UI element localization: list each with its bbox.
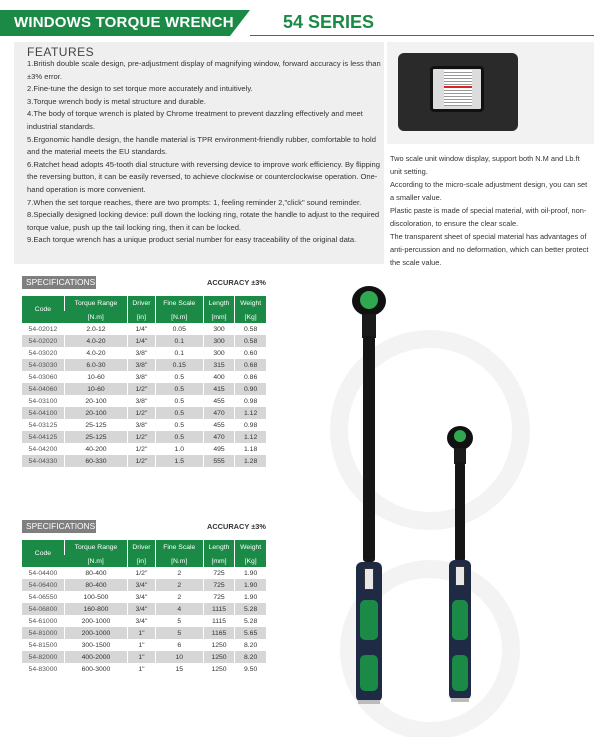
table-cell: 315 <box>203 359 235 371</box>
table-row <box>22 651 266 663</box>
table-cell: 2.0-12 <box>64 323 127 335</box>
table-cell: 1.0 <box>155 443 203 455</box>
table-cell: 54-03020 <box>22 347 64 359</box>
table-cell: 0.5 <box>155 371 203 383</box>
table-row <box>22 663 266 675</box>
table-cell: 6 <box>155 639 203 651</box>
table-cell: 0.5 <box>155 395 203 407</box>
table-cell: 10-60 <box>64 371 127 383</box>
table-cell: 6.0-30 <box>64 359 127 371</box>
table-cell: 400 <box>203 371 235 383</box>
scale-marks <box>444 70 472 106</box>
table-unit-cell: [mm] <box>203 555 235 567</box>
table-header-cell: Fine Scale <box>155 540 203 555</box>
table-cell: 0.5 <box>155 419 203 431</box>
table-unit-cell: [in] <box>128 311 156 323</box>
table-cell: 20-100 <box>64 395 127 407</box>
table-cell: 54-04200 <box>22 443 64 455</box>
table-row <box>22 639 266 651</box>
table-cell: 495 <box>203 443 235 455</box>
table-cell: 80-400 <box>64 567 127 579</box>
table-unit-cell: [N.m] <box>155 555 203 567</box>
table-cell: 3/8" <box>128 419 156 431</box>
table-cell: 20-100 <box>64 407 127 419</box>
table-cell: 200-1000 <box>64 615 127 627</box>
table-cell: 54-81000 <box>22 627 64 639</box>
table-cell: 25-125 <box>64 419 127 431</box>
table-header-cell: Weight <box>235 540 266 555</box>
table-unit-cell: [Kg] <box>235 555 266 567</box>
table-cell: 0.05 <box>155 323 203 335</box>
feature-item: 9.Each torque wrench has a unique product serial number for easy traceability of the original data. <box>27 235 357 245</box>
table-cell: 3/8" <box>128 347 156 359</box>
table-cell: 54-03030 <box>22 359 64 371</box>
table-row <box>22 627 266 639</box>
table-cell: 300 <box>203 347 235 359</box>
table-cell: 9.50 <box>235 663 266 675</box>
table-unit-cell: [N.m] <box>64 311 127 323</box>
table-cell: 10-60 <box>64 383 127 395</box>
table-cell: 3/4" <box>128 579 156 591</box>
accuracy-2: ACCURACY ±3% <box>207 522 266 531</box>
table-cell: 0.58 <box>235 335 266 347</box>
table-cell: 1/2" <box>128 383 156 395</box>
table-cell: 80-400 <box>64 579 127 591</box>
table-cell: 1.90 <box>235 567 266 579</box>
table-cell: 1.90 <box>235 591 266 603</box>
table-cell: 0.58 <box>235 323 266 335</box>
table-cell: 1/2" <box>128 407 156 419</box>
table-cell: 1/2" <box>128 455 156 467</box>
table-cell: 8.20 <box>235 639 266 651</box>
table-cell: 60-330 <box>64 455 127 467</box>
table-cell: 5.28 <box>235 615 266 627</box>
table-cell: 54-06550 <box>22 591 64 603</box>
table-unit-cell: [Kg] <box>235 311 266 323</box>
table-cell: 4.0-20 <box>64 335 127 347</box>
table-cell: 3/4" <box>128 591 156 603</box>
table-row <box>22 335 266 347</box>
table-cell: 0.98 <box>235 419 266 431</box>
table-cell: 160-800 <box>64 603 127 615</box>
table-cell: 1250 <box>203 663 235 675</box>
watermark-gear <box>330 330 530 530</box>
table-cell: 100-500 <box>64 591 127 603</box>
spec-label-1: SPECIFICATIONS <box>22 276 96 289</box>
feature-item: 5.Ergonomic handle design, the handle material is TPR environment-friendly rubber, comfortable to hold and the material meets the EU standards. <box>27 134 376 157</box>
table-cell: 10 <box>155 651 203 663</box>
table-cell: 54-02012 <box>22 323 64 335</box>
table-cell: 725 <box>203 567 235 579</box>
table-row <box>22 383 266 395</box>
table-row <box>22 347 266 359</box>
table-cell: 300 <box>203 323 235 335</box>
table-cell: 1250 <box>203 639 235 651</box>
table-row <box>22 371 266 383</box>
table-cell: 2 <box>155 567 203 579</box>
table-header-cell: Fine Scale <box>155 296 203 311</box>
table-cell: 54-04125 <box>22 431 64 443</box>
table-cell: 54-06800 <box>22 603 64 615</box>
description-paragraph: The transparent sheet of special material has advantages of anti-percussion and no deformation, which can better protect the scale value. <box>390 232 589 267</box>
description-paragraph: Two scale unit window display, support both N.M and Lb.ft unit setting. <box>390 154 580 176</box>
table-header-cell: Driver <box>128 540 156 555</box>
table-row <box>22 603 266 615</box>
table-row <box>22 443 266 455</box>
table-row <box>22 591 266 603</box>
table-cell: 54-03125 <box>22 419 64 431</box>
table-cell: 1/2" <box>128 443 156 455</box>
table-cell: 5 <box>155 627 203 639</box>
table-row <box>22 359 266 371</box>
table-cell: 0.1 <box>155 347 203 359</box>
table-cell: 1/2" <box>128 567 156 579</box>
table-cell: 0.5 <box>155 383 203 395</box>
table-cell: 54-03100 <box>22 395 64 407</box>
table-cell: 8.20 <box>235 651 266 663</box>
table-cell: 4 <box>155 603 203 615</box>
features-title: FEATURES <box>27 45 95 59</box>
table-cell: 455 <box>203 419 235 431</box>
table-cell: 15 <box>155 663 203 675</box>
description-paragraph: Plastic paste is made of special material, with oil-proof, non-discoloration, to ensure the clear scale. <box>390 206 587 228</box>
table-cell: 1/2" <box>128 431 156 443</box>
table-row <box>22 579 266 591</box>
table-cell: 3/8" <box>128 395 156 407</box>
table-cell: 54-04330 <box>22 455 64 467</box>
table-cell: 5 <box>155 615 203 627</box>
table-cell: 1.12 <box>235 407 266 419</box>
table-cell: 0.1 <box>155 335 203 347</box>
feature-item: 1.British double scale design, pre-adjustment display of magnifying window, forward accuracy is less than ±3% error. <box>27 59 381 81</box>
table-cell: 2 <box>155 591 203 603</box>
table-cell: 1115 <box>203 615 235 627</box>
accuracy-1: ACCURACY ±3% <box>207 278 266 287</box>
table-cell: 725 <box>203 579 235 591</box>
table-header-cell: Code <box>22 296 64 323</box>
table-cell: 1" <box>128 651 156 663</box>
table-cell: 54-04100 <box>22 407 64 419</box>
spec-table-2 <box>22 540 266 675</box>
table-cell: 1250 <box>203 651 235 663</box>
table-row <box>22 395 266 407</box>
table-cell: 0.86 <box>235 371 266 383</box>
table-cell: 1115 <box>203 603 235 615</box>
window-description <box>390 152 590 269</box>
table-cell: 0.5 <box>155 431 203 443</box>
table-cell: 54-61000 <box>22 615 64 627</box>
table-cell: 1/4" <box>128 335 156 347</box>
table-cell: 1.28 <box>235 455 266 467</box>
table-unit-cell: [in] <box>128 555 156 567</box>
table-cell: 1.5 <box>155 455 203 467</box>
table-cell: 1.12 <box>235 431 266 443</box>
table-cell: 455 <box>203 395 235 407</box>
table-cell: 1165 <box>203 627 235 639</box>
table-cell: 0.98 <box>235 395 266 407</box>
table-cell: 25-125 <box>64 431 127 443</box>
table-cell: 5.28 <box>235 603 266 615</box>
table-header-cell: Torque Range <box>64 540 127 555</box>
feature-item: 2.Fine-tune the design to set torque more accurately and intuitively. <box>27 84 253 94</box>
table-cell: 54-03060 <box>22 371 64 383</box>
table-row <box>22 419 266 431</box>
table-cell: 1" <box>128 627 156 639</box>
table-row <box>22 323 266 335</box>
features-list <box>27 58 383 247</box>
table-header-cell: Torque Range <box>64 296 127 311</box>
table-cell: 54-81500 <box>22 639 64 651</box>
feature-item: 8.Specially designed locking device: pull down the locking ring, rotate the handle to adjust to the required torque value, push up the tail locking ring, then it can be locked. <box>27 210 380 232</box>
table-cell: 3/8" <box>128 371 156 383</box>
table-cell: 0.5 <box>155 407 203 419</box>
table-cell: 54-82000 <box>22 651 64 663</box>
table-cell: 415 <box>203 383 235 395</box>
table-cell: 0.60 <box>235 347 266 359</box>
table-cell: 600-3000 <box>64 663 127 675</box>
table-row <box>22 455 266 467</box>
table-cell: 470 <box>203 407 235 419</box>
table-header-cell: Length <box>203 296 235 311</box>
feature-item: 7.When the set torque reaches, there are two prompts: 1, feeling reminder 2,"click" sound reminder. <box>27 197 362 207</box>
table-cell: 54-04400 <box>22 567 64 579</box>
spec-table-1 <box>22 296 266 467</box>
table-header-cell: Code <box>22 540 64 567</box>
table-cell: 1.18 <box>235 443 266 455</box>
table-cell: 3/4" <box>128 603 156 615</box>
page-title: WINDOWS TORQUE WRENCH <box>14 14 234 31</box>
table-row <box>22 615 266 627</box>
table-cell: 300 <box>203 335 235 347</box>
table-cell: 3/8" <box>128 359 156 371</box>
table-cell: 725 <box>203 591 235 603</box>
table-unit-cell: [N.m] <box>155 311 203 323</box>
table-cell: 0.90 <box>235 383 266 395</box>
table-cell: 1" <box>128 663 156 675</box>
table-cell: 2 <box>155 579 203 591</box>
table-cell: 300-1500 <box>64 639 127 651</box>
table-row <box>22 407 266 419</box>
table-cell: 400-2000 <box>64 651 127 663</box>
feature-item: 4.The body of torque wrench is plated by Chrome treatment to prevent dazzling effectively and meet industrial standards. <box>27 109 363 131</box>
table-cell: 4.0-20 <box>64 347 127 359</box>
scale-indicator <box>444 86 472 88</box>
table-cell: 1" <box>128 639 156 651</box>
table-cell: 470 <box>203 431 235 443</box>
spec-label-2: SPECIFICATIONS <box>22 520 96 533</box>
feature-item: 3.Torque wrench body is metal structure and durable. <box>27 96 206 106</box>
table-header-cell: Length <box>203 540 235 555</box>
table-cell: 5.65 <box>235 627 266 639</box>
table-cell: 54-06400 <box>22 579 64 591</box>
table-cell: 1/4" <box>128 323 156 335</box>
table-row <box>22 567 266 579</box>
table-cell: 40-200 <box>64 443 127 455</box>
table-cell: 54-83000 <box>22 663 64 675</box>
table-unit-cell: [mm] <box>203 311 235 323</box>
table-header-cell: Weight <box>235 296 266 311</box>
header-divider <box>250 35 594 36</box>
series-label: 54 SERIES <box>283 12 375 32</box>
table-unit-cell: [N.m] <box>64 555 127 567</box>
table-cell: 3/4" <box>128 615 156 627</box>
feature-item: 6.Ratchet head adopts 45-tooth dial structure with reversing device to improve work efficiency. By flipping the reversing button, it can be easily reversed, to achieve clockwise or counterclockwise operation. One-hand operation is more convenient. <box>27 159 381 194</box>
table-cell: 1.90 <box>235 579 266 591</box>
description-paragraph: According to the micro-scale adjustment design, you can set a smaller value. <box>390 180 588 202</box>
table-cell: 54-02020 <box>22 335 64 347</box>
table-cell: 0.68 <box>235 359 266 371</box>
table-cell: 54-04060 <box>22 383 64 395</box>
table-cell: 555 <box>203 455 235 467</box>
table-cell: 200-1000 <box>64 627 127 639</box>
table-cell: 0.15 <box>155 359 203 371</box>
table-row <box>22 431 266 443</box>
table-header-cell: Driver <box>128 296 156 311</box>
